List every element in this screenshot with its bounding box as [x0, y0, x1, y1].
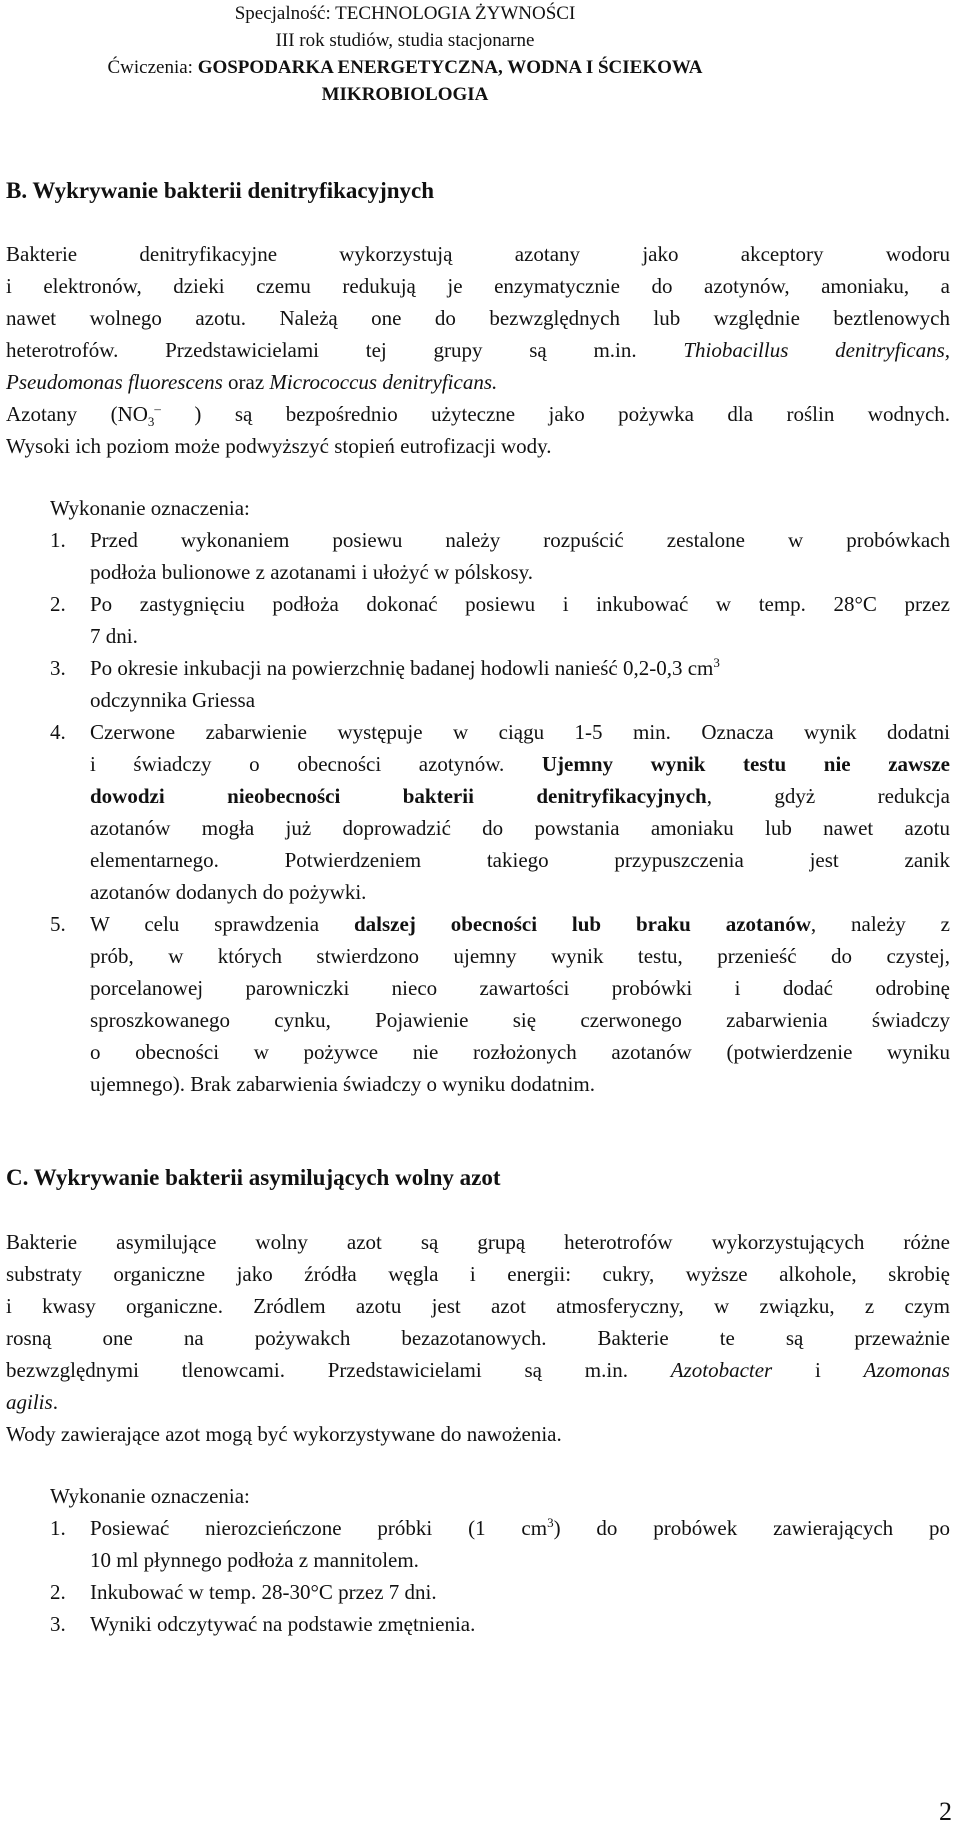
step-number: 2.: [50, 592, 66, 616]
step-text-plain: W celu sprawdzenia: [90, 912, 354, 936]
header-subject: MIKROBIOLOGIA: [321, 84, 489, 105]
unit-superscript: 3: [713, 655, 720, 670]
section-c-p1-line4: rosną one na pożywakch bezazotanowych. Bakterie te są przeważnie: [6, 1326, 950, 1350]
step-text: porcelanowej parowniczki nieco zawartości probówki i dodać odrobinę: [90, 976, 950, 1000]
species-azomonas: Azomonas: [863, 1358, 950, 1382]
section-c-p1-line3: i kwasy organiczne. Zródlem azotu jest azot atmosferyczny, w związku, z czym: [6, 1294, 950, 1318]
species-micrococcus: Micrococcus denitryficans.: [269, 370, 498, 394]
page-number: 2: [939, 1797, 952, 1826]
step-text: [90, 748, 950, 780]
section-b-p1-line3: nawet wolnego azotu. Należą one do bezwzględnych lub względnie beztlenowych: [6, 306, 950, 330]
section-b-p1-line5: [0, 366, 960, 398]
step-text-plain: , należy z: [810, 912, 950, 936]
list-item: [0, 1576, 960, 1608]
step-text: Inkubować w temp. 28-30°C przez 7 dni.: [90, 1580, 437, 1604]
list-item: [0, 716, 960, 908]
section-c-p1-line1: Bakterie asymilujące wolny azot są grupą heterotrofów wykorzystujących różne: [6, 1230, 950, 1254]
step-text: [90, 652, 960, 684]
sentence-end: .: [52, 1390, 58, 1414]
species-azotobacter: Azotobacter: [670, 1358, 773, 1382]
header-specialty: Specjalność: TECHNOLOGIA ŻYWNOŚCI: [234, 3, 576, 24]
section-b-p1-line4-text: heterotrofów. Przedstawicielami tej grupy są m.in.: [6, 338, 637, 362]
course-header: [0, 0, 960, 108]
unit-superscript: 3: [547, 1515, 554, 1530]
step-text-bold: Ujemny wynik testu nie zawsze: [541, 752, 950, 776]
step-number: 2.: [50, 1580, 66, 1604]
header-year: III rok studiów, studia stacjonarne: [275, 30, 535, 51]
step-text: Wyniki odczytywać na podstawie zmętnienia.: [90, 1612, 476, 1636]
step-text-plain: Posiewać nierozcieńczone próbki (1 cm: [90, 1516, 548, 1540]
step-text: o obecności w pożywce nie rozłożonych azotanów (potwierdzenie wyniku: [90, 1040, 950, 1064]
step-text: [90, 780, 950, 812]
step-text: [90, 1512, 950, 1544]
list-item: [0, 524, 960, 588]
species-agilis: agilis: [6, 1390, 53, 1414]
section-b-p1-line4: [0, 334, 960, 366]
step-number: 3.: [50, 1612, 66, 1636]
step-text: azotanów dodanych do pożywki.: [90, 880, 367, 904]
section-c-p2: Wody zawierające azot mogą być wykorzystywane do nawożenia.: [6, 1422, 562, 1446]
step-number: 1.: [50, 1516, 66, 1540]
step-text: elementarnego. Potwierdzeniem takiego przypuszczenia jest zanik: [90, 848, 950, 872]
header-course-prefix: Ćwiczenia:: [107, 57, 198, 78]
section-c-p1-line2: substraty organiczne jako źródła węgla i energii: cukry, wyższe alkohole, skrobię: [6, 1262, 950, 1286]
step-text: azotanów mogła już doprowadzić do powstania amoniaku lub nawet azotu: [90, 816, 950, 840]
step-text-plain: ) do probówek zawierających po: [553, 1516, 950, 1540]
step-text: podłoża bulionowe z azotanami i ułożyć w pólskosy.: [90, 560, 534, 584]
step-text: Przed wykonaniem posiewu należy rozpuścić zestalone w probówkach: [90, 528, 950, 552]
section-c-heading: C. Wykrywanie bakterii asymilujących wolny azot: [6, 1165, 501, 1190]
species-pseudomonas: Pseudomonas fluorescens: [6, 370, 223, 394]
step-text-plain: , gdyż redukcja: [706, 784, 950, 808]
section-c-p1-line5-text: bezwzględnymi tlenowcami. Przedstawicielami są m.in.: [6, 1358, 671, 1382]
step-text-bold: dowodzi nieobecności bakterii denitryfikacyjnych: [90, 784, 707, 808]
step-text: sproszkowanego cynku, Pojawienie się czerwonego zabarwienia świadczy: [90, 1008, 950, 1032]
header-course: [0, 54, 960, 81]
step-text: odczynnika Griessa: [90, 688, 256, 712]
step-number: 3.: [50, 656, 66, 680]
header-course-name: GOSPODARKA ENERGETYCZNA, WODNA I ŚCIEKOWA: [197, 57, 703, 78]
step-number: 4.: [50, 720, 66, 744]
conjunction-oraz: oraz: [222, 370, 270, 394]
nitrate-charge: –: [154, 401, 161, 416]
nitrate-subscript: 3: [147, 414, 155, 430]
step-number: 5.: [50, 912, 66, 936]
step-text: 7 dni.: [90, 624, 138, 648]
step-text-main: Po okresie inkubacji na powierzchnię badanej hodowli nanieść 0,2-0,3 cm: [90, 656, 714, 680]
list-item: [0, 1608, 960, 1640]
step-text: 10 ml płynnego podłoża z mannitolem.: [90, 1548, 419, 1572]
section-c-method-label: Wykonanie oznaczenia:: [50, 1484, 250, 1508]
section-c-p1-line6: [0, 1386, 960, 1418]
section-b-heading: B. Wykrywanie bakterii denitryfikacyjnych: [6, 178, 435, 203]
step-text-plain: i świadczy o obecności azotynów.: [90, 752, 542, 776]
section-b-method-label: Wykonanie oznaczenia:: [50, 496, 250, 520]
section-b-p1-line1: Bakterie denitryfikacyjne wykorzystują azotany jako akceptory wodoru: [6, 242, 950, 266]
section-b-p2-line1: [0, 398, 960, 430]
step-text: prób, w których stwierdzono ujemny wynik testu, przenieść do czystej,: [90, 944, 950, 968]
list-item: [0, 1512, 960, 1576]
step-number: 1.: [50, 528, 66, 552]
step-text: [90, 908, 950, 940]
conjunction-i: i: [772, 1358, 864, 1382]
list-item: [0, 908, 960, 1100]
section-b-p2-line2: Wysoki ich poziom może podwyższyć stopień eutrofizacji wody.: [6, 434, 552, 458]
step-text: Czerwone zabarwienie występuje w ciągu 1-5 min. Oznacza wynik dodatni: [90, 720, 950, 744]
species-thiobacillus: Thiobacillus denitryficans,: [683, 338, 951, 362]
nitrate-prefix: Azotany (NO: [6, 402, 148, 426]
section-b-p1-line2: i elektronów, dzieki czemu redukują je enzymatycznie do azotynów, amoniaku, a: [6, 274, 950, 298]
list-item: [0, 588, 960, 652]
step-text: Po zastygnięciu podłoża dokonać posiewu i inkubować w temp. 28°C przez: [90, 592, 950, 616]
section-c-p1-line5: [0, 1354, 960, 1386]
nitrate-suffix: ) są bezpośrednio użyteczne jako pożywka dla roślin wodnych.: [194, 402, 951, 426]
list-item: [0, 652, 960, 716]
step-text-bold: dalszej obecności lub braku azotanów: [354, 912, 811, 936]
step-text: ujemnego). Brak zabarwienia świadczy o wyniku dodatnim.: [90, 1072, 596, 1096]
